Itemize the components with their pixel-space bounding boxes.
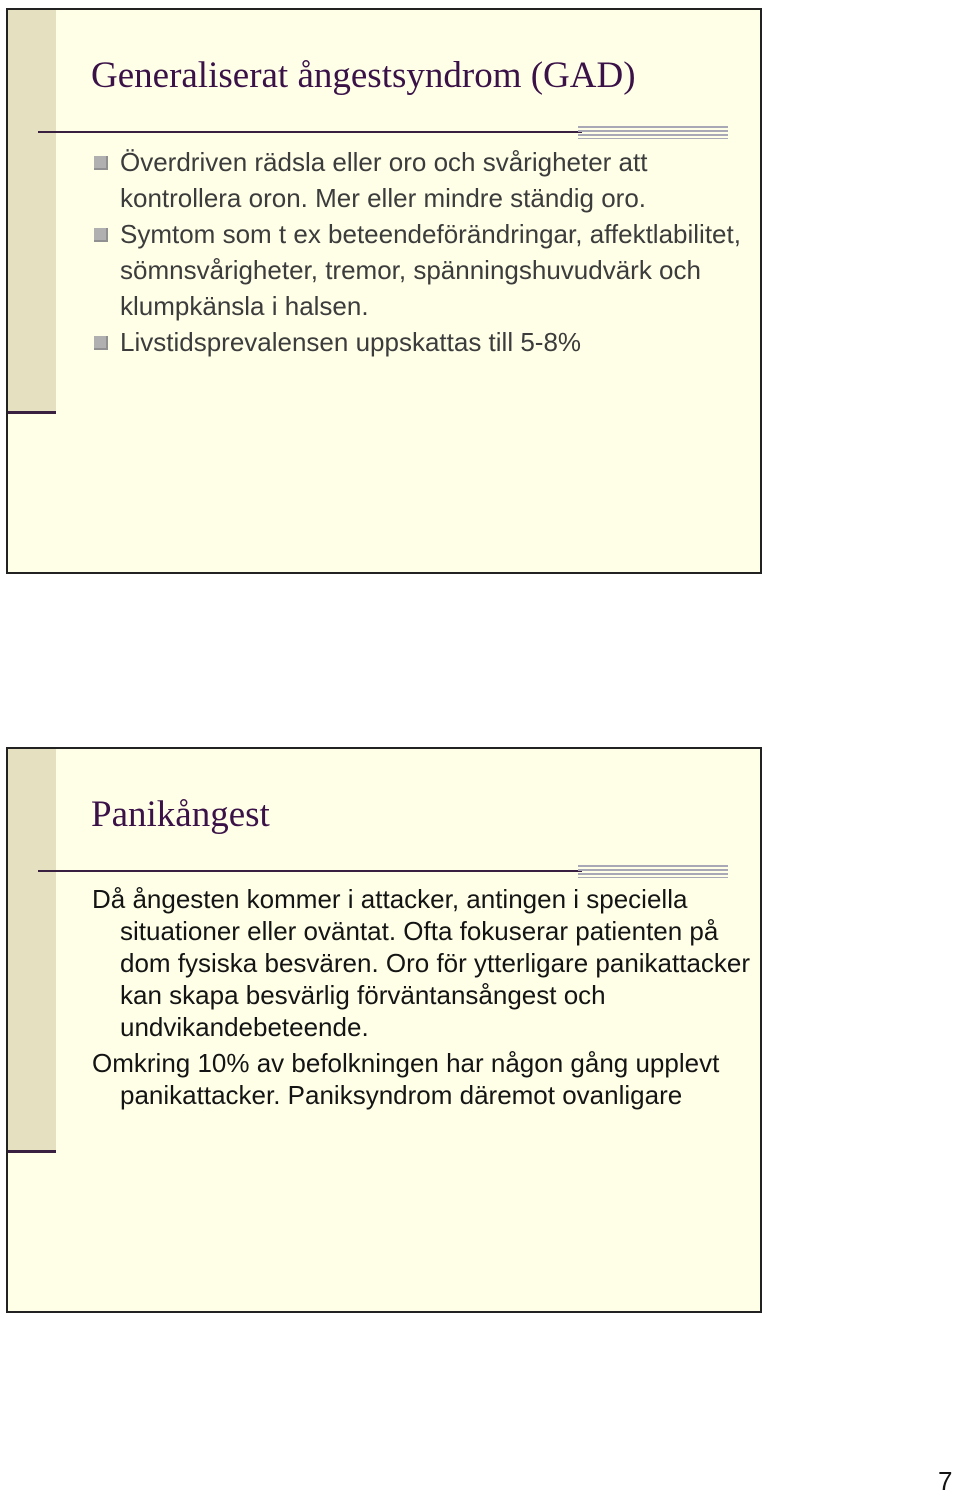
slide-left-bar <box>8 749 56 1152</box>
bullet-text: Överdriven rädsla eller oro och svårigheter att kontrollera oron. Mer eller mindre ständig oro. <box>120 147 648 213</box>
slide-gad <box>6 8 762 574</box>
slide-title: Panikångest <box>91 794 270 835</box>
square-bullet-icon <box>94 156 108 170</box>
title-rule <box>38 131 582 133</box>
bullet-item <box>92 324 752 360</box>
body-paragraph: Då ångesten kommer i attacker, antingen i speciella situationer eller oväntat. Ofta fokuserar patienten på dom fysiska besvären. Oro för ytterligare panikattacker kan skapa besvärlig förväntansångest och undvikandebeteende. <box>92 884 751 1042</box>
title-rule <box>38 870 582 872</box>
slide-left-bar <box>8 10 56 413</box>
slide-panic <box>6 747 762 1313</box>
square-bullet-icon <box>94 228 108 242</box>
bullet-item <box>92 144 752 216</box>
slide-left-mark <box>8 411 56 414</box>
slide-body <box>92 883 762 1115</box>
square-bullet-icon <box>94 336 108 350</box>
title-rule-decoration <box>578 126 728 139</box>
bullet-item <box>92 216 752 324</box>
slide-left-mark <box>8 1150 56 1153</box>
slide-title: Generaliserat ångestsyndrom (GAD) <box>91 55 636 96</box>
bullet-list <box>92 144 752 360</box>
bullet-text: Symtom som t ex beteendeförändringar, affektlabilitet, sömnsvårigheter, tremor, spänningshuvudvärk och klumpkänsla i halsen. <box>120 219 741 321</box>
page-number: 7 <box>938 1466 953 1496</box>
body-paragraph: Omkring 10% av befolkningen har någon gång upplevt panikattacker. Paniksyndrom däremot ovanligare <box>92 1048 720 1110</box>
bullet-text: Livstidsprevalensen uppskattas till 5-8% <box>120 327 582 357</box>
title-rule-decoration <box>578 865 728 878</box>
